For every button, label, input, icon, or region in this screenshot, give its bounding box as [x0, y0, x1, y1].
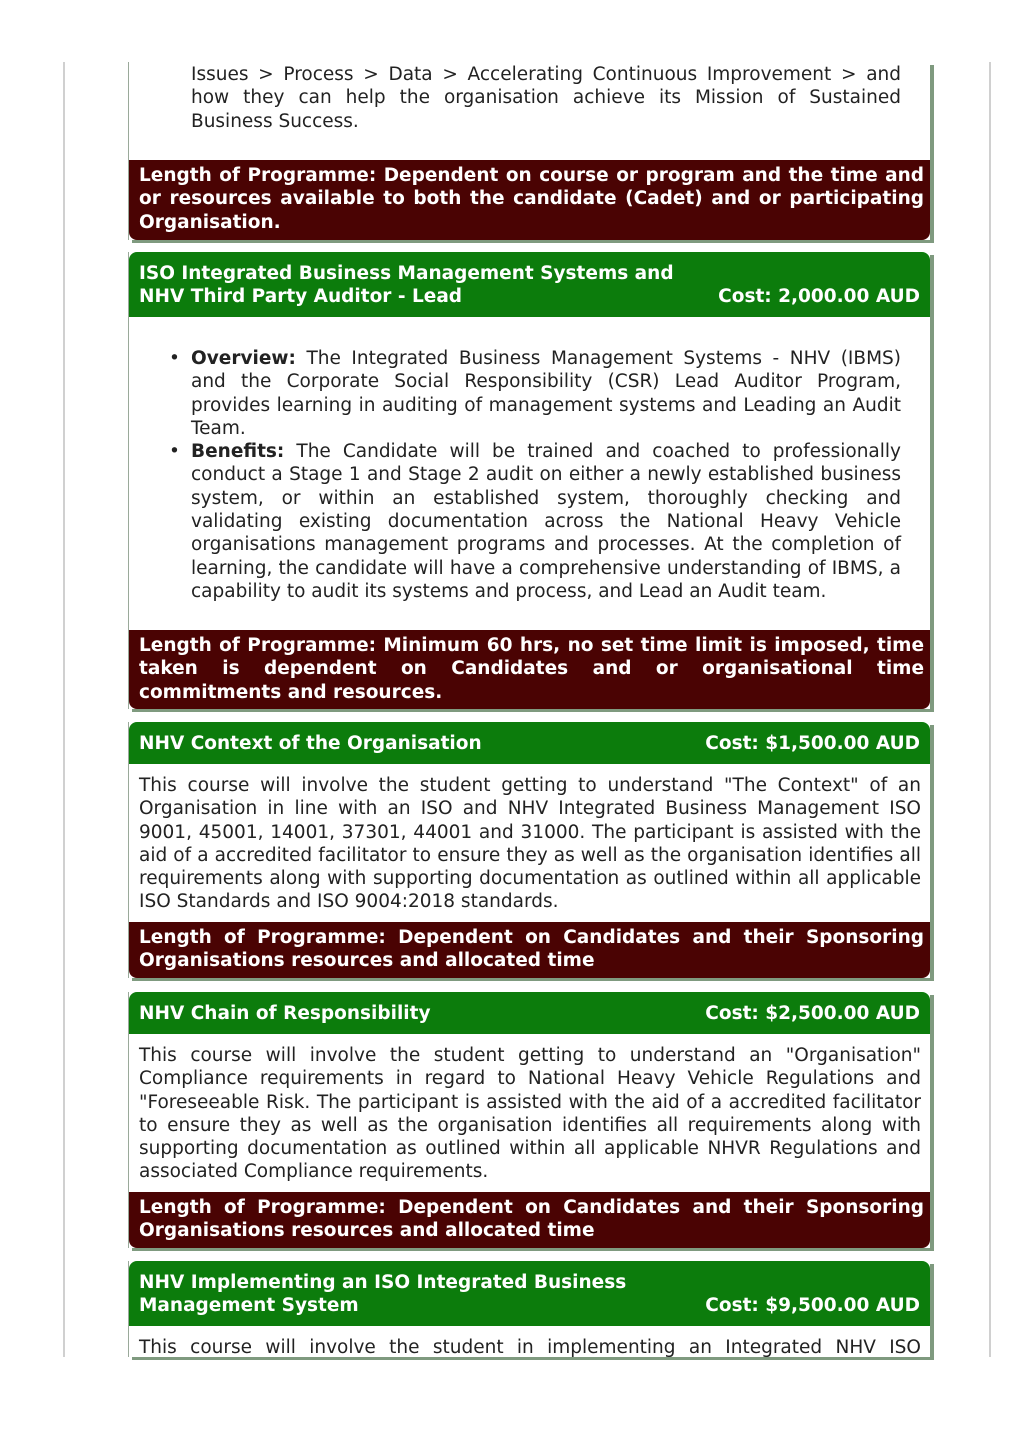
length-of-programme-chain: Length of Programme: Dependent on Candidates and their Sponsoring Organisations resources and allocated time	[129, 1192, 930, 1248]
course-header-lead-auditor	[129, 252, 930, 317]
length-of-programme-intro: Length of Programme: Dependent on course or program and the time and or resources available to both the candidate (Cadet) and or participating Organisation.	[129, 160, 930, 240]
course-title: NHV Chain of Responsibility	[139, 1003, 431, 1024]
course-description: This course will involve the student getting to understand an "Organisation" Compliance requirements in regard to National Heavy Vehicle Regulations and "Foreseeable Risk. The participant is assisted with the aid of a accredited facilitator to ensure they as well as the organisation identifies all requirements along with supporting documentation as outlined within all applicable NHVR Regulations and associated Compliance requirements.	[139, 1045, 921, 1183]
course-description: This course will involve the student getting to understand "The Context" of an Organisation in line with an ISO and NHV Integrated Business Management ISO 9001, 45001, 14001, 37301, 44001 and 31000. The participant is assisted with the aid of a accredited facilitator to ensure they as well as the organisation identifies all requirements along with supporting documentation as outlined within all applicable ISO Standards and ISO 9004:2018 standards.	[139, 775, 921, 913]
course-cost: Cost: $2,500.00 AUD	[705, 1003, 920, 1024]
benefits-label: Benefits:	[191, 441, 285, 463]
length-of-programme-context: Length of Programme: Dependent on Candidates and their Sponsoring Organisations resources and allocated time	[129, 922, 930, 978]
course-cost: Cost: $9,500.00 AUD	[705, 1295, 920, 1316]
course-card-context	[128, 722, 930, 978]
course-header-context	[129, 722, 930, 764]
course-card-intro	[128, 62, 930, 240]
length-of-programme-auditor: Length of Programme: Minimum 60 hrs, no set time limit is imposed, time taken is dependent on Candidates and or organisational time commitments and resources.	[129, 630, 930, 709]
benefits-item	[191, 440, 901, 603]
intro-text: Issues > Process > Data > Accelerating Continuous Improvement > and how they can help the organisation achieve its Mission of Sustained Business Success.	[191, 64, 901, 132]
course-cost: Cost: $1,500.00 AUD	[705, 733, 920, 754]
course-title: ISO Integrated Business Management Systems and NHV Third Party Auditor - Lead	[139, 263, 674, 307]
overview-label: Overview:	[191, 348, 296, 369]
course-description: This course will involve the student in implementing an Integrated NHV ISO	[139, 1337, 921, 1357]
benefits-text: The Candidate will be trained and coached to professionally conduct a Stage 1 and Stage 2 audit on either a newly established business system, or within an established system, thoroughly checking and validating existing documentation across the National Heavy Vehicle organisations management programs and processes. At the completion of learning, the candidate will have a comprehensive understanding of IBMS, a capability to audit its systems and process, and Lead an Audit team.	[191, 441, 901, 602]
course-header-implementing	[129, 1261, 930, 1326]
course-header-chain	[129, 992, 930, 1034]
course-cost: Cost: 2,000.00 AUD	[718, 286, 920, 307]
course-title: NHV Implementing an ISO Integrated Business Management System	[139, 1272, 627, 1316]
course-card-lead-auditor	[128, 252, 930, 709]
course-details-list	[191, 347, 901, 603]
course-card-chain-of-responsibility	[128, 992, 930, 1248]
course-title: NHV Context of the Organisation	[139, 733, 482, 754]
page-border-left	[63, 62, 65, 1357]
overview-text: The Integrated Business Management Systems - NHV (IBMS) and the Corporate Social Responsibility (CSR) Lead Auditor Program, provides learning in auditing of management systems and Leading an Audit Team.	[191, 348, 901, 439]
page-border-right	[989, 62, 991, 1357]
course-card-implementing	[128, 1261, 930, 1357]
overview-item	[191, 347, 901, 440]
